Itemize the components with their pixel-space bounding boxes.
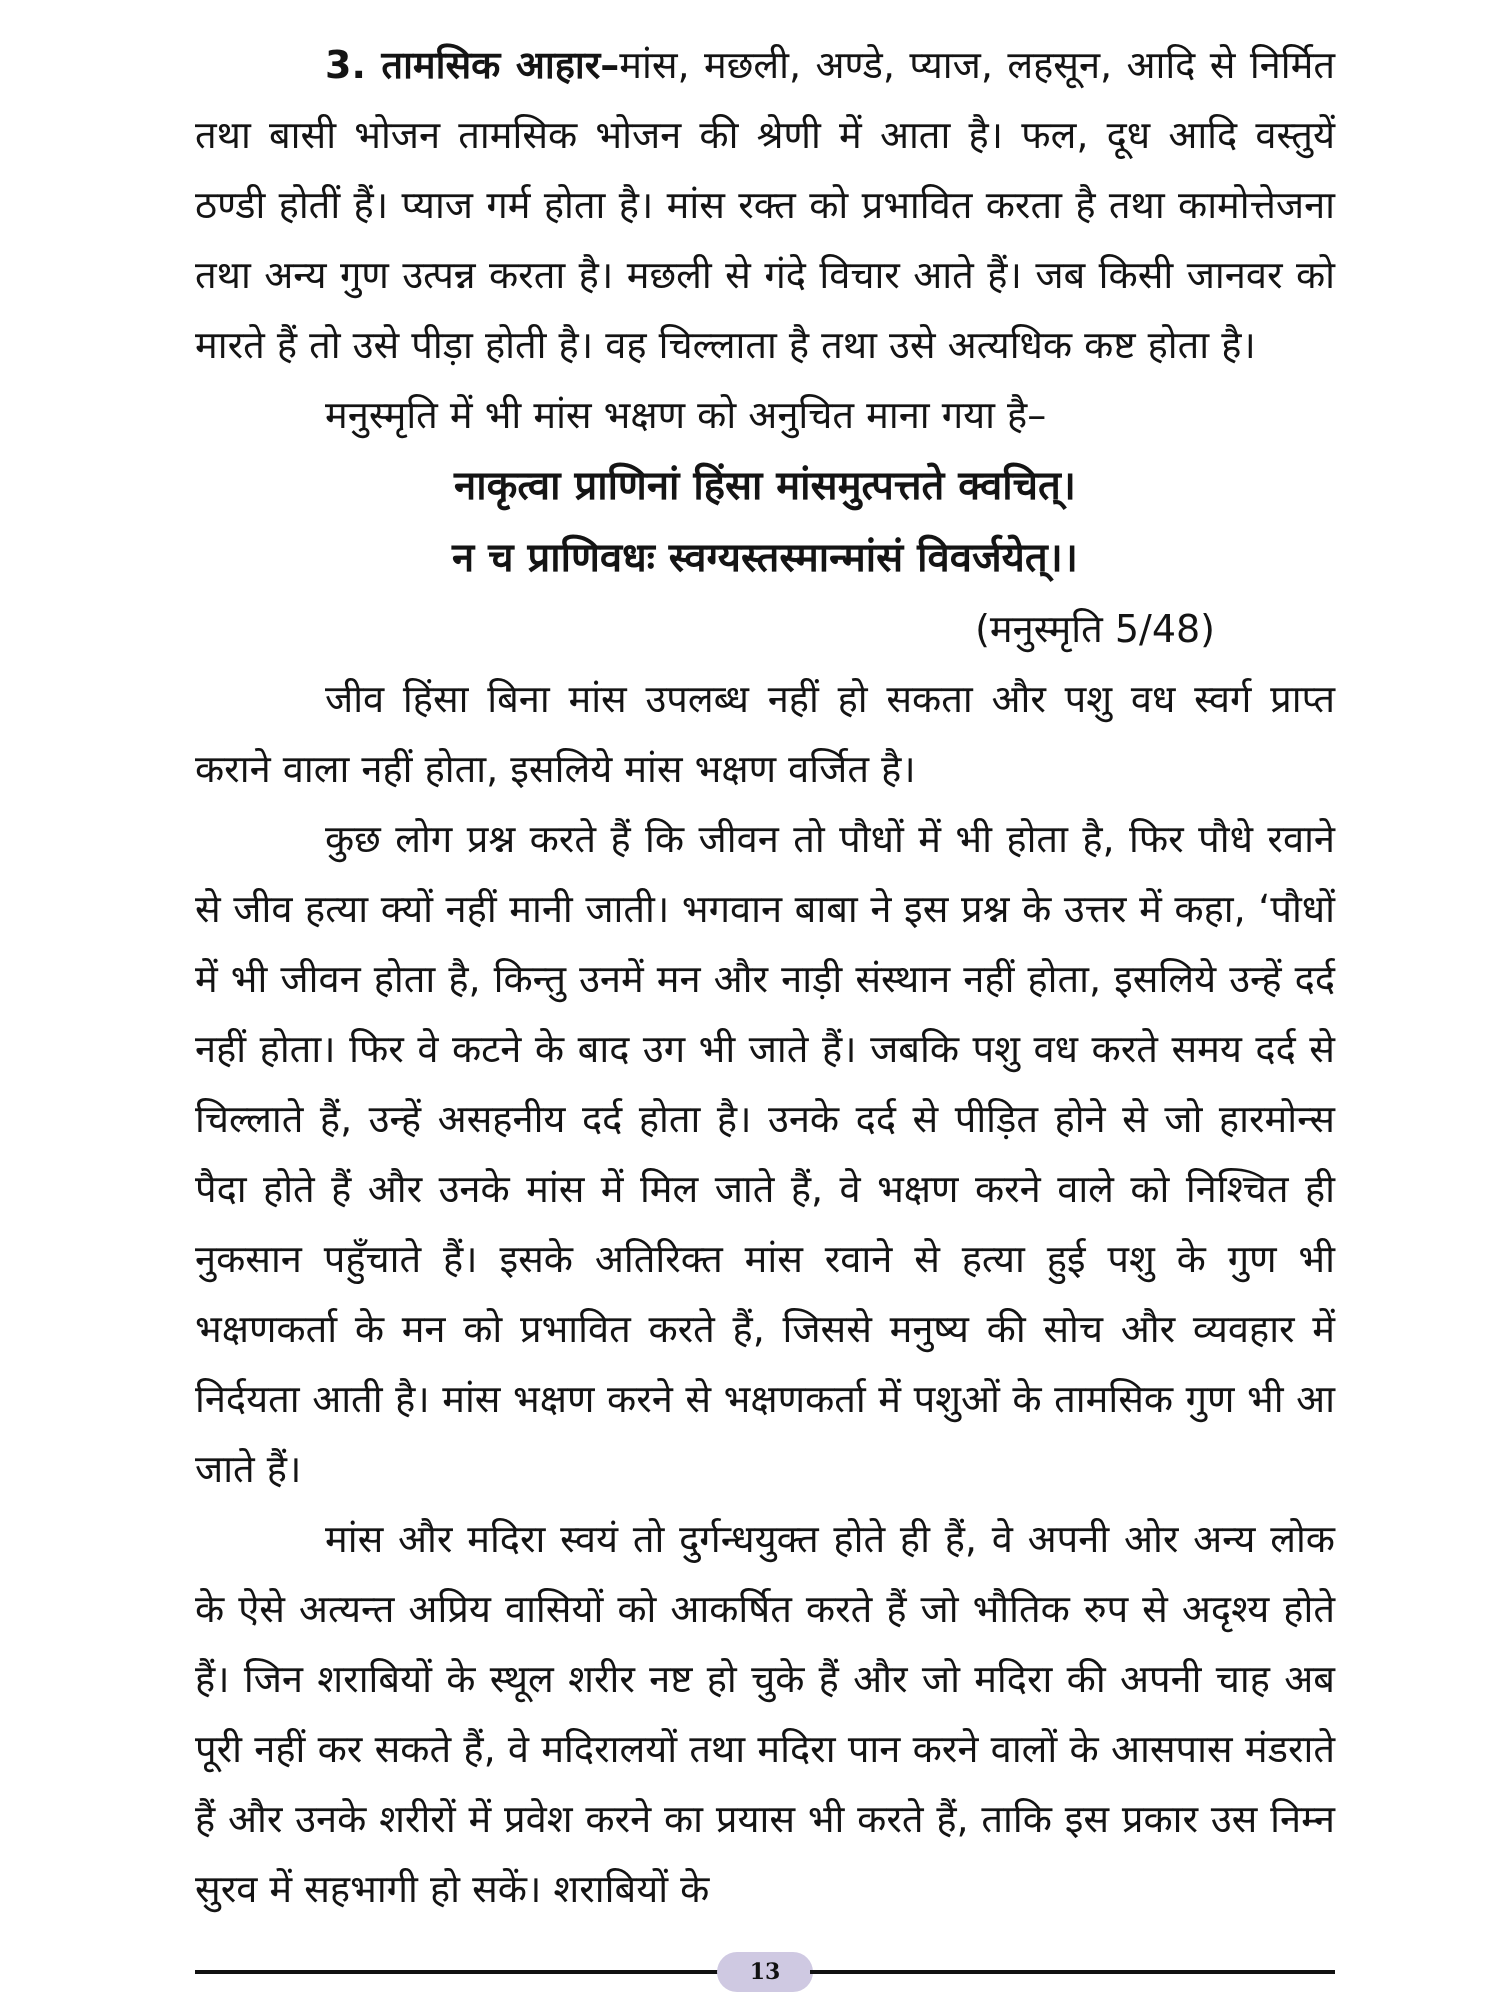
paragraph-mans-madira: मांस और मदिरा स्वयं तो दुर्गन्धयुक्त होते ही हैं, वे अपनी ओर अन्य लोक के ऐसे अत्यन्त अप्रिय वासियों को आकर्षित करते हैं जो भौतिक रुप से अदृश्य होते हैं। जिन शराबियों के स्थूल शरीर नष्ट हो चुके हैं और जो मदिरा की अपनी चाह अब पूरी नहीं कर सकते हैं, वे मदिरालयों तथा मदिरा पान करने वालों के आसपास मंडराते हैं और उनके शरीरों में प्रवेश करने का प्रयास भी करते हैं, ताकि इस प्रकार उस निम्न सुरव में सहभागी हो सकें। शराबियों के (195, 1517, 1335, 1911)
paragraph-paudhe: कुछ लोग प्रश्न करते हैं कि जीवन तो पौधों में भी होता है, फिर पौधे रवाने से जीव हत्या क्यों नहीं मानी जाती। भगवान बाबा ने इस प्रश्न के उत्तर में कहा, ‘पौधों में भी जीवन होता है, किन्तु उनमें मन और नाड़ी संस्थान नहीं होता, इसलिये उन्हें दर्द नहीं होता। फिर वे कटने के बाद उग भी जाते हैं। जबकि पशु वध करते समय दर्द से चिल्लाते हैं, उन्हें असहनीय दर्द होता है। उनके दर्द से पीड़ित होने से जो हारमोन्स पैदा होते हैं और उनके मांस में मिल जाते हैं, वे भक्षण करने वाले को निश्चित ही नुकसान पहुँचाते हैं। इसके अतिरिक्त मांस रवाने से हत्या हुई पशु के गुण भी भक्षणकर्ता के मन को प्रभावित करते हैं, जिससे मनुष्य की सोच और व्यवहार में निर्दयता आती है। मांस भक्षण करने से भक्षणकर्ता में पशुओं के तामसिक गुण भी आ जाते हैं। (195, 817, 1335, 1491)
paragraph-tamasik-ahar (195, 30, 1335, 380)
verse-intro: मनुस्मृति में भी मांस भक्षण को अनुचित माना गया है– (325, 393, 1047, 437)
verse-line-1: नाकृत्वा प्राणिनां हिंसा मांसमुत्पत्तते क्वचित्। (454, 463, 1076, 509)
verse-line-2: न च प्राणिवधः स्वग्यस्तस्मान्मांसं विवर्जयेत्।। (452, 535, 1078, 581)
paragraph-tamasik-ahar-text: मांस, मछली, अण्डे, प्याज, लहसून, आदि से निर्मित तथा बासी भोजन तामसिक भोजन की श्रेणी में आता है। फल, दूध आदि वस्तुयें ठण्डी होतीं हैं। प्याज गर्म होता है। मांस रक्त को प्रभावित करता है तथा कामोत्तेजना तथा अन्य गुण उत्पन्न करता है। मछली से गंदे विचार आते हैं। जब किसी जानवर को मारते हैं तो उसे पीड़ा होती है। वह चिल्लाता है तथा उसे अत्यधिक कष्ट होता है। (195, 43, 1335, 367)
page-number: 13 (717, 1952, 813, 1992)
section-heading: 3. तामसिक आहार– (325, 43, 620, 87)
paragraph-jeev-hinsa: जीव हिंसा बिना मांस उपलब्ध नहीं हो सकता और पशु वध स्वर्ग प्राप्त कराने वाला नहीं होता, इसलिये मांस भक्षण वर्जित है। (195, 677, 1335, 791)
page-footer (195, 1952, 1335, 1992)
footer-rule-right (810, 1970, 1335, 1974)
footer-rule-left (195, 1970, 720, 1974)
page-content (195, 30, 1335, 1920)
verse-citation: (मनुस्मृति 5/48) (975, 607, 1215, 651)
